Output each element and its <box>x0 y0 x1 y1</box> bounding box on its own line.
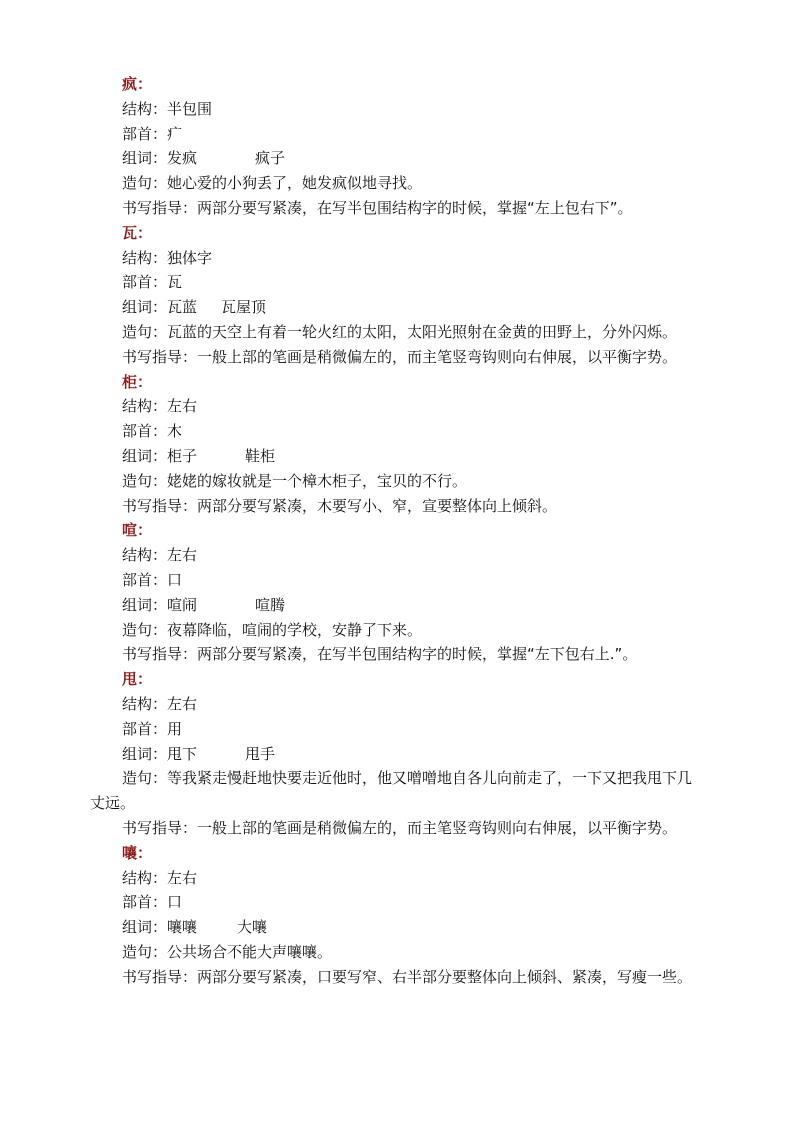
char-entry <box>0 841 794 990</box>
word-1: 柜子 <box>167 446 198 465</box>
radical-value: 用 <box>167 719 183 738</box>
guide-label: 书写指导： <box>122 645 198 664</box>
sentence-text: 等我紧走慢赶地快要走近他时，他又噌噌地自各儿向前走了，一下又把我甩下几丈远。 <box>90 769 693 813</box>
guide-label: 书写指导： <box>122 496 198 515</box>
words-label: 组词： <box>122 595 168 614</box>
guide-text: 两部分要写紧凑，口要写窄、右半部分要整体向上倾斜、紧凑，写瘦一些。 <box>197 967 693 986</box>
radical-label: 部首： <box>122 570 168 589</box>
guide-label: 书写指导： <box>122 347 198 366</box>
radical-label: 部首： <box>122 719 168 738</box>
guide-label: 书写指导： <box>122 198 198 217</box>
guide-text: 两部分要写紧凑，在写半包围结构字的时候，掌握“左上包右下”。 <box>197 198 633 217</box>
word-1: 甩下 <box>167 744 198 763</box>
radical-value: 瓦 <box>167 273 183 292</box>
sentence-text: 她心爱的小狗丢了，她发疯似地寻找。 <box>167 174 423 193</box>
radical-label: 部首： <box>122 893 168 912</box>
sentence-label: 造句： <box>122 174 168 193</box>
char-heading: 喧： <box>122 521 153 540</box>
char-heading: 疯： <box>122 75 153 93</box>
radical-line <box>0 717 794 742</box>
guide-label: 书写指导： <box>122 967 198 986</box>
word-2: 瓦屋顶 <box>221 298 267 317</box>
words-label: 组词： <box>122 918 168 937</box>
char-entry <box>0 667 794 841</box>
radical-line <box>0 419 794 444</box>
words-line <box>0 444 794 469</box>
guide-text: 一般上部的笔画是稍微偏左的，而主笔竖弯钩则向右伸展，以平衡字势。 <box>197 818 678 837</box>
radical-line <box>0 270 794 295</box>
structure-label: 结构： <box>122 99 168 118</box>
structure-label: 结构： <box>122 868 168 887</box>
words-line <box>0 146 794 171</box>
radical-line <box>0 122 794 147</box>
radical-line <box>0 890 794 915</box>
words-label: 组词： <box>122 149 168 168</box>
guide-line <box>0 345 794 370</box>
sentence-text: 姥姥的嫁妆就是一个樟木柜子，宝贝的不行。 <box>167 471 468 490</box>
sentence-text: 夜幕降临，喧闹的学校，安静了下来。 <box>167 620 423 639</box>
structure-label: 结构： <box>122 694 168 713</box>
sentence-label: 造句： <box>122 620 168 639</box>
guide-paragraph <box>0 816 794 841</box>
word-2: 疯子 <box>255 149 286 168</box>
char-heading: 柜： <box>122 372 153 391</box>
guide-line <box>0 494 794 519</box>
guide-text: 一般上部的笔画是稍微偏左的，而主笔竖弯钩则向右伸展，以平衡字势。 <box>197 347 678 366</box>
guide-line <box>0 642 794 667</box>
char-heading: 甩： <box>122 670 153 689</box>
document-page <box>0 72 794 989</box>
guide-text: 两部分要写紧凑，木要写小、窄，宣要整体向上倾斜。 <box>197 496 558 515</box>
structure-label: 结构： <box>122 397 168 416</box>
words-label: 组词： <box>122 446 168 465</box>
structure-line <box>0 866 794 891</box>
word-2: 鞋柜 <box>245 446 276 465</box>
words-line <box>0 915 794 940</box>
sentence-label: 造句： <box>122 942 168 961</box>
words-line <box>0 742 794 767</box>
char-entry <box>0 518 794 667</box>
word-1: 喧闹 <box>167 595 198 614</box>
word-2: 大嚷 <box>237 918 268 937</box>
structure-line <box>0 394 794 419</box>
sentence-label: 造句： <box>122 322 168 341</box>
char-heading: 瓦： <box>122 223 153 242</box>
sentence-label: 造句： <box>122 471 168 490</box>
char-entry <box>0 370 794 519</box>
char-entry <box>0 221 794 370</box>
radical-line <box>0 568 794 593</box>
structure-line <box>0 692 794 717</box>
char-entry <box>0 72 794 221</box>
words-label: 组词： <box>122 744 168 763</box>
sentence-paragraph <box>0 766 794 816</box>
structure-value: 左右 <box>167 546 198 565</box>
radical-label: 部首： <box>122 422 168 441</box>
sentence-label: 造句： <box>122 769 168 788</box>
guide-text: 两部分要写紧凑，在写半包围结构字的时候，掌握“左下包右上.”。 <box>197 645 638 664</box>
words-line <box>0 593 794 618</box>
word-1: 发疯 <box>167 149 198 168</box>
word-1: 嚷嚷 <box>167 918 198 937</box>
structure-value: 左右 <box>167 397 198 416</box>
guide-paragraph <box>0 965 794 990</box>
word-1: 瓦蓝 <box>167 298 198 317</box>
structure-value: 左右 <box>167 868 198 887</box>
word-2: 甩手 <box>245 744 276 763</box>
radical-value: 疒 <box>167 124 183 143</box>
sentence-line <box>0 618 794 643</box>
radical-label: 部首： <box>122 124 168 143</box>
sentence-line <box>0 940 794 965</box>
structure-line <box>0 246 794 271</box>
words-line <box>0 295 794 320</box>
structure-label: 结构： <box>122 248 168 267</box>
word-2: 喧腾 <box>255 595 286 614</box>
structure-line <box>0 543 794 568</box>
sentence-line <box>0 320 794 345</box>
structure-value: 独体字 <box>167 248 213 267</box>
sentence-text: 公共场合不能大声嚷嚷。 <box>167 942 333 961</box>
sentence-line <box>0 171 794 196</box>
radical-value: 口 <box>167 570 183 589</box>
words-label: 组词： <box>122 298 168 317</box>
structure-line <box>0 97 794 122</box>
structure-label: 结构： <box>122 546 168 565</box>
structure-value: 左右 <box>167 694 198 713</box>
radical-label: 部首： <box>122 273 168 292</box>
guide-label: 书写指导： <box>122 818 198 837</box>
sentence-line <box>0 469 794 494</box>
guide-line <box>0 196 794 221</box>
radical-value: 木 <box>167 422 183 441</box>
char-heading: 嚷： <box>122 843 153 862</box>
radical-value: 口 <box>167 893 183 912</box>
sentence-text: 瓦蓝的天空上有着一轮火红的太阳，太阳光照射在金黄的田野上，分外闪烁。 <box>167 322 678 341</box>
structure-value: 半包围 <box>167 99 213 118</box>
